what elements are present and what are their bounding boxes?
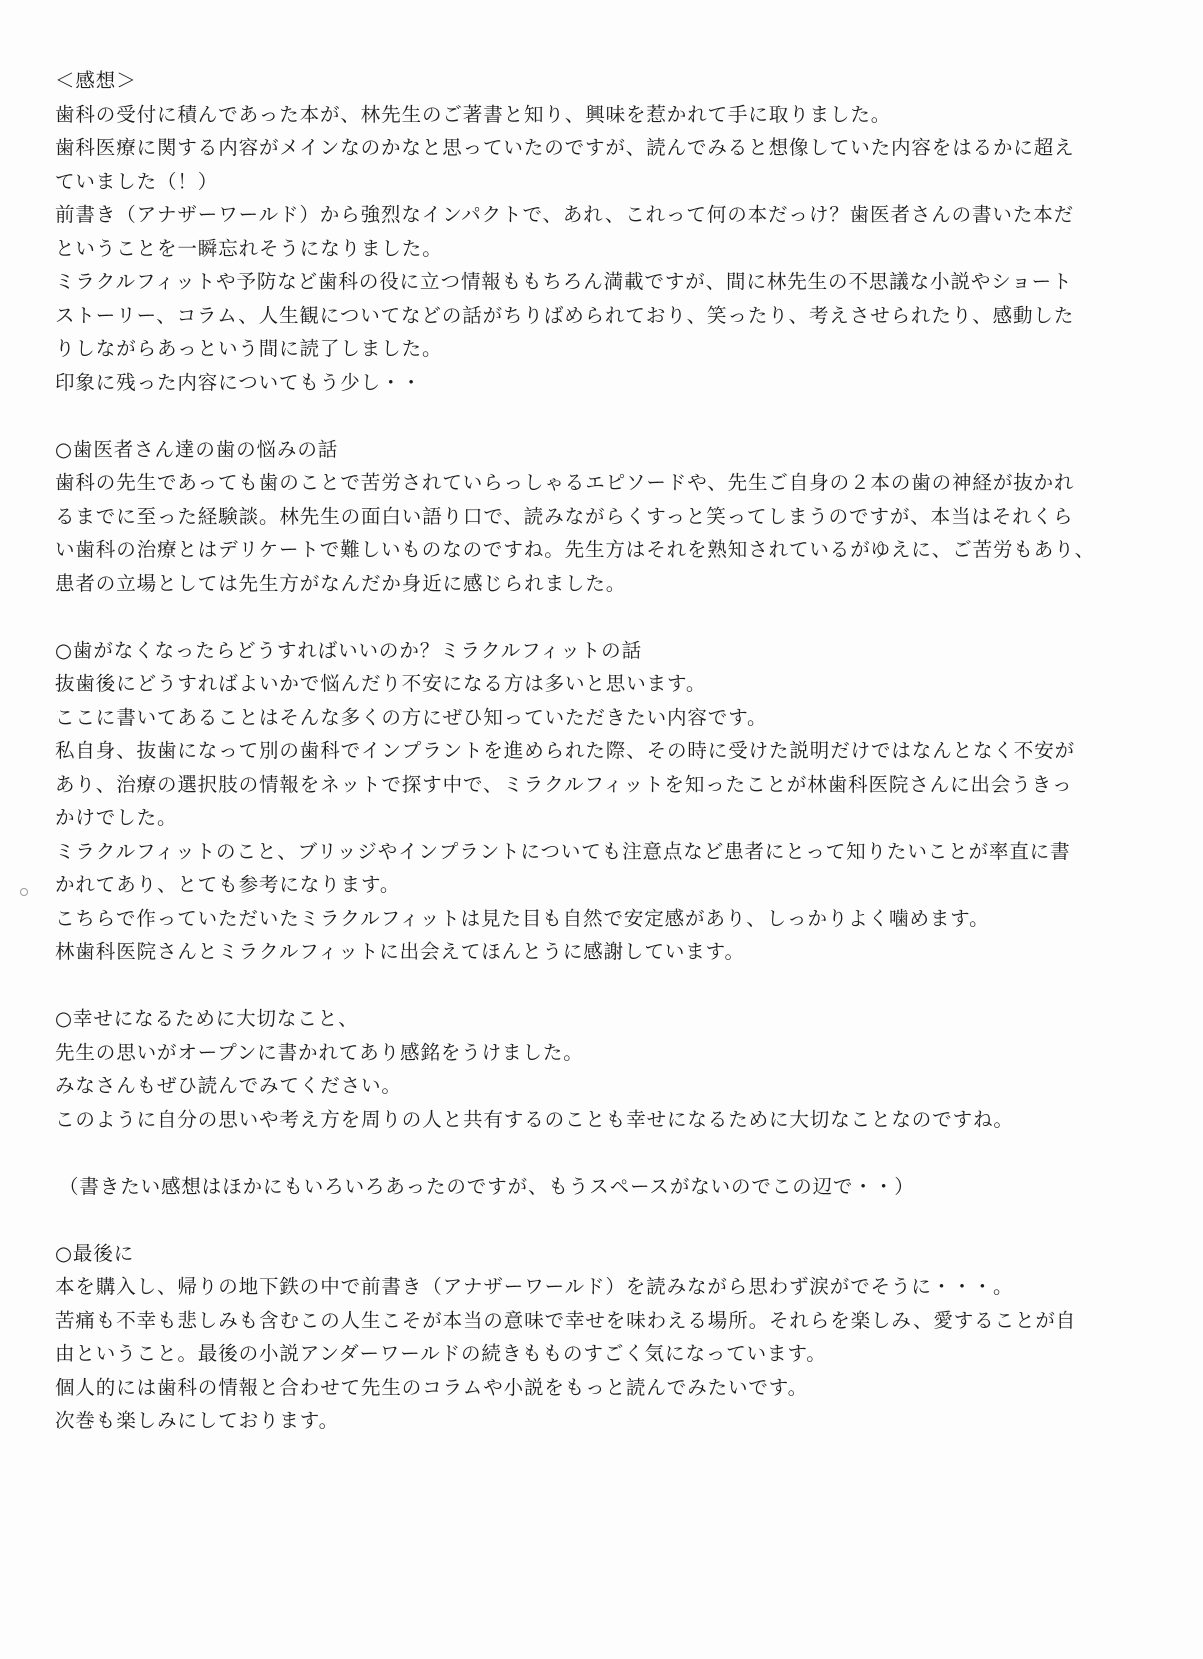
- aside-note: （書きたい感想はほかにもいろいろあったのですが、もうスペースがないのでこの辺で・・）: [59, 1174, 915, 1198]
- section-line: あり、治療の選択肢の情報をネットで探す中で、ミラクルフィットを知ったことが林歯科医院さんに出会うきっ: [55, 772, 1073, 796]
- intro-line: 歯科医療に関する内容がメインなのかなと思っていたのですが、読んでみると想像していた内容をはるかに超え: [55, 136, 1075, 159]
- section-title: ○幸せになるために大切なこと、: [55, 1007, 359, 1030]
- intro-paragraph: [55, 98, 1160, 400]
- section-title: ○歯医者さん達の歯の悩みの話: [55, 437, 339, 461]
- section-finally: [55, 1237, 1160, 1438]
- section-dentist-worries: [55, 433, 1160, 601]
- section-line: 私自身、抜歯になって別の歯科でインプラントを進められた際、その時に受けた説明だけではなんとなく不安が: [55, 739, 1076, 762]
- section-line: 歯科の先生であっても歯のことで苦労されていらっしゃるエピソードや、先生ご自身の２本の歯の神経が抜かれ: [55, 471, 1075, 494]
- blank-line: [55, 399, 1160, 433]
- intro-line: りしながらあっという間に読了しました。: [55, 337, 443, 360]
- section-miracle-fit: [55, 634, 1160, 969]
- section-title: ○歯がなくなったらどうすればいいのか？ミラクルフィットの話: [55, 638, 642, 662]
- section-happiness: [55, 1002, 1160, 1136]
- intro-line: ということを一瞬忘れそうになりました。: [55, 236, 443, 260]
- intro-line: 印象に残った内容についてもう少し・・: [55, 370, 422, 394]
- section-line: かけでした。: [55, 806, 178, 829]
- section-line: 本を購入し、帰りの地下鉄の中で前書き（アナザーワールド）を読みながら思わず涙がでそうに・・・。: [55, 1275, 1014, 1298]
- intro-line: ミラクルフィットや予防など歯科の役に立つ情報ももちろん満載ですが、間に林先生の不思議な小説やショート: [55, 270, 1073, 293]
- intro-line: ストーリー、コラム、人生観についてなどの話がちりばめられており、笑ったり、考えさせられたり、感動した: [55, 303, 1075, 327]
- intro-line: 歯科の受付に積んであった本が、林先生のご著書と知り、興味を惹かれて手に取りました。: [55, 102, 892, 126]
- intro-line: 前書き（アナザーワールド）から強烈なインパクトで、あれ、これって何の本だっけ？歯医者さんの書いた本だ: [55, 203, 1075, 226]
- section-line: 苦痛も不幸も悲しみも含むこの人生こそが本当の意味で幸せを味わえる場所。それらを楽しみ、愛することが自: [55, 1308, 1077, 1332]
- section-title: ○最後に: [55, 1241, 135, 1265]
- section-line: ここに書いてあることはそんな多くの方にぜひ知っていただきたい内容です。: [55, 705, 768, 729]
- section-line: かれてあり、とても参考になります。: [55, 873, 401, 896]
- section-line: 林歯科医院さんとミラクルフィットに出会えてほんとうに感謝しています。: [55, 940, 745, 963]
- section-line: 抜歯後にどうすればよいかで悩んだり不安になる方は多いと思います。: [55, 672, 707, 695]
- section-line: 由ということ。最後の小説アンダーワールドの続きもものすごく気になっています。: [55, 1342, 827, 1365]
- section-line: 次巻も楽しみにしております。: [55, 1409, 340, 1432]
- blank-line: [55, 1203, 1160, 1237]
- blank-line: [55, 969, 1160, 1003]
- document-body: [55, 64, 1160, 1438]
- section-line: るまでに至った経験談。林先生の面白い語り口で、読みながらくすっと笑ってしまうのですが、本当はそれくら: [55, 504, 1074, 528]
- section-line: 個人的には歯科の情報と合わせて先生のコラムや小説をもっと読んでみたいです。: [55, 1375, 809, 1399]
- section-line: ミラクルフィットのこと、ブリッジやインプラントについても注意点など患者にとって知りたいことが率直に書: [55, 839, 1071, 863]
- section-line: こちらで作っていただいたミラクルフィットは見た目も自然で安定感があり、しっかりよく噛めます。: [55, 906, 990, 930]
- section-line: このように自分の思いや考え方を周りの人と共有するのことも幸せになるために大切なことなのですね。: [55, 1107, 1014, 1131]
- section-line: みなさんもぜひ読んでみてください。: [55, 1074, 402, 1097]
- scan-smudge: [20, 888, 28, 896]
- blank-line: [55, 600, 1160, 634]
- blank-line: [55, 1136, 1160, 1170]
- intro-line: ていました（！）: [55, 169, 219, 193]
- section-line: 患者の立場としては先生方がなんだか身近に感じられました。: [55, 571, 627, 595]
- section-line: い歯科の治療とはデリケートで難しいものなのですね。先生方はそれを熟知されているがゆえに、ご苦労もあり、: [55, 538, 1096, 561]
- section-line: 先生の思いがオープンに書かれてあり感銘をうけました。: [55, 1040, 584, 1064]
- document-heading: ＜感想＞: [55, 69, 137, 92]
